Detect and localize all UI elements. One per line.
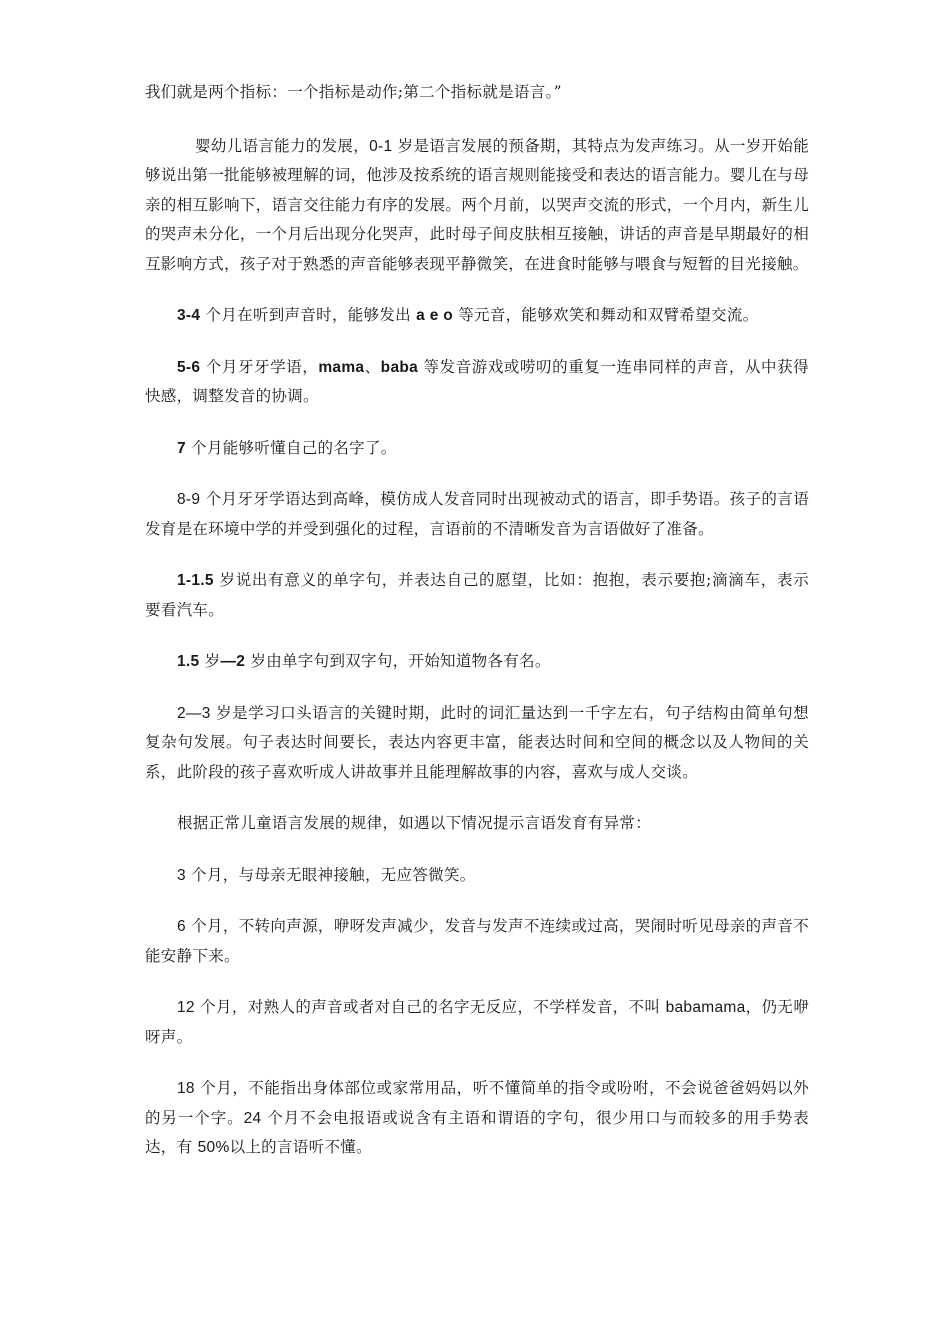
age: 6 — [177, 918, 186, 935]
age-range: 0-1 — [369, 137, 393, 155]
percentage: 50% — [197, 1139, 230, 1156]
text: 个月，不能指出身体部位或家常用品，听不懂简单的指令或吩咐，不会说爸爸妈妈以外的另一个字。 — [145, 1079, 809, 1127]
text: 、 — [364, 357, 381, 376]
text: 婴幼儿语言能力的发展， — [195, 136, 370, 155]
age-range: 1-1.5 — [177, 572, 214, 589]
paragraph-5-6-months — [145, 353, 809, 412]
age: 7 — [177, 439, 186, 457]
text: 我们就是两个指标：一个指标是动作;第二个指标就是语言。” — [145, 83, 562, 101]
text: ，仍无咿呀声。 — [145, 998, 809, 1046]
age: 1.5 — [177, 653, 200, 670]
text: 个月牙牙学语达到高峰，模仿成人发音同时出现被动式的语言，即手势语。孩子的言语发育是在环境中学的并受到强化的过程，言语前的不清晰发音为言语做好了准备。 — [145, 490, 809, 538]
text: 根据正常儿童语言发展的规律，如遇以下情况提示言语发育有异常： — [177, 814, 652, 832]
text: 个月，与母亲无眼神接触，无应答微笑。 — [185, 865, 476, 884]
age-range: 8-9 — [177, 491, 201, 508]
paragraph-1-1-5-years — [145, 566, 809, 625]
text: 个月能够听懂自己的名字了。 — [185, 438, 397, 457]
text: 个月不会电报语或说含有主语和谓语的字句，很少用口与而较多的用手势表达，有 — [145, 1108, 809, 1156]
word-baba: baba — [380, 358, 419, 376]
document-page — [145, 78, 809, 1185]
age-range: 2—3 — [177, 704, 211, 722]
paragraph-18-24-months-warning — [145, 1074, 809, 1163]
text: 岁由单字句到双字句，开始知道物各有名。 — [245, 652, 551, 670]
text: 岁是学习口头语言的关键时期，此时的词汇量达到一千字左右，句子结构由简单句想复杂句发展。句子表达时间要长，表达内容更丰富，能表达时间和空间的概念以及人物间的关系，此阶段的孩子喜欢听成人讲故事并且能理解故事的内容，喜欢与成人交谈。 — [145, 703, 809, 781]
text: 岁说出有意义的单字句，并表达自己的愿望，比如：抱抱，表示要抱;滴滴车，表示要看汽车。 — [145, 571, 809, 619]
paragraph-abnormal-signs-intro — [145, 809, 809, 839]
text: 岁是语言发展的预备期，其特点为发声练习。从一岁开始能够说出第一批能够被理解的词，他涉及按系统的语言规则能接受和表达的语言能力。婴儿在与母亲的相互影响下，语言交往能力有序的发展。两个月前，以哭声交流的形式，一个月内，新生儿的哭声未分化，一个月后出现分化哭声，此时母子间皮肤相互接触，讲话的声音是早期最好的相互影响方式，孩子对于熟悉的声音能够表现平静微笑，在进食时能够与喂食与短暂的目光接触。 — [145, 136, 809, 273]
text: 个月在听到声音时，能够发出 — [200, 306, 417, 324]
text: 等元音，能够欢笑和舞动和双臂希望交流。 — [453, 306, 759, 324]
age-range: 5-6 — [177, 358, 201, 376]
vowels: a e o — [416, 307, 453, 324]
age: 18 — [177, 1080, 195, 1097]
age: 3 — [177, 866, 186, 884]
word-babamama: babamama — [665, 999, 746, 1016]
paragraph-3-4-months — [145, 301, 809, 331]
text: 个月牙牙学语， — [200, 357, 319, 376]
age-range: 3-4 — [177, 307, 201, 324]
paragraph-1-5-2-years — [145, 647, 809, 677]
paragraph-2-3-years — [145, 699, 809, 788]
text: 岁 — [199, 652, 221, 670]
text: 等发音游戏或唠叨的重复一连串同样的声音，从中获得快感，调整发音的协调。 — [145, 357, 809, 405]
paragraph-7-months — [145, 434, 809, 464]
paragraph-12-months-warning — [145, 993, 809, 1052]
text: 以上的言语听不懂。 — [229, 1138, 372, 1156]
paragraph-6-months-warning — [145, 912, 809, 971]
paragraph-infant-language-development — [145, 132, 809, 280]
age: —2 — [220, 653, 246, 670]
text: 个月，不转向声源，咿呀发声减少，发音与发声不连续或过高，哭闹时听见母亲的声音不能安静下来。 — [145, 917, 809, 965]
paragraph-indicators — [145, 78, 809, 108]
paragraph-8-9-months — [145, 485, 809, 544]
age: 12 — [177, 999, 195, 1016]
text: 个月，对熟人的声音或者对自己的名字无反应，不学样发音，不叫 — [194, 998, 666, 1016]
word-mama: mama — [318, 358, 365, 376]
age: 24 — [243, 1109, 262, 1127]
paragraph-3-months-warning — [145, 861, 809, 891]
